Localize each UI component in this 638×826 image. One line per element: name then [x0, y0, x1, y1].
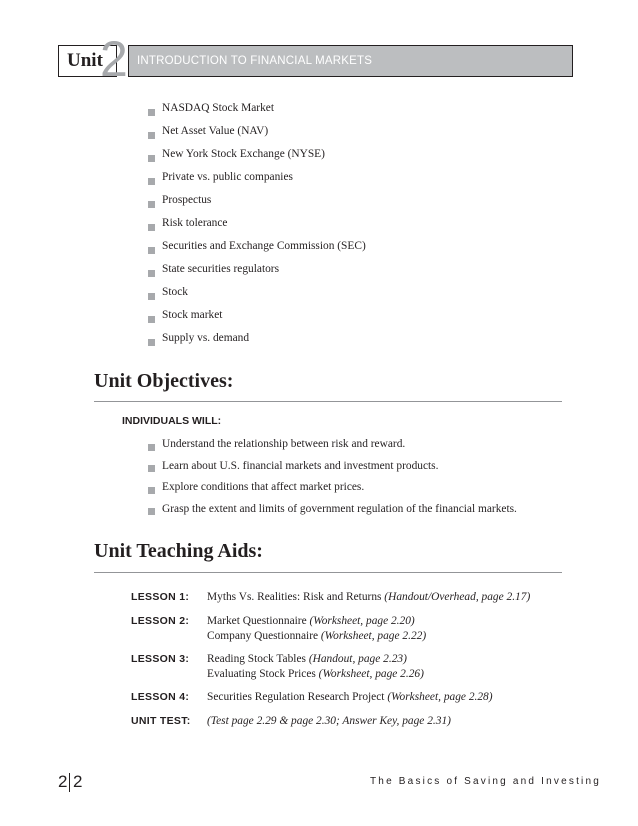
- lesson-materials: [207, 652, 424, 682]
- objectives-list: [148, 436, 517, 522]
- material-title: Market Questionnaire: [207, 615, 310, 627]
- lesson-material-line: [207, 652, 424, 667]
- vocabulary-item-text: New York Stock Exchange (NYSE): [162, 148, 325, 160]
- vocabulary-item-text: Securities and Exchange Commission (SEC): [162, 240, 366, 252]
- individuals-will-label: INDIVIDUALS WILL:: [122, 415, 222, 427]
- lesson-materials: [207, 590, 530, 605]
- vocabulary-item: [148, 146, 366, 169]
- vocabulary-item-text: Stock market: [162, 309, 223, 321]
- objective-item: [148, 458, 517, 480]
- square-bullet-icon: [148, 465, 155, 472]
- objective-item-text: Learn about U.S. financial markets and investment products.: [162, 459, 439, 472]
- vocabulary-item: [148, 192, 366, 215]
- vocabulary-item-text: Prospectus: [162, 194, 212, 206]
- lesson-label: LESSON 1:: [131, 591, 190, 603]
- vocabulary-item-text: Supply vs. demand: [162, 332, 250, 344]
- material-reference: (Test page 2.29 & page 2.30; Answer Key, page 2.31): [207, 715, 451, 727]
- material-reference: (Worksheet, page 2.22): [320, 630, 427, 642]
- material-reference: (Worksheet, page 2.26): [318, 668, 424, 680]
- vocabulary-item-text: Risk tolerance: [162, 217, 228, 229]
- vocabulary-item-text: Stock: [162, 286, 188, 298]
- material-title: Myths Vs. Realities: Risk and Returns: [207, 591, 385, 603]
- square-bullet-icon: [148, 201, 155, 208]
- objective-item-text: Explore conditions that affect market prices.: [162, 481, 365, 493]
- lesson-label: LESSON 2:: [131, 615, 190, 627]
- vocabulary-item: [148, 238, 366, 261]
- unit-number: 2: [100, 31, 128, 87]
- square-bullet-icon: [148, 293, 155, 300]
- lesson-material-line: [207, 629, 426, 644]
- square-bullet-icon: [148, 109, 155, 116]
- lesson-material-line: [207, 614, 426, 629]
- vocabulary-list: [148, 100, 366, 353]
- vocabulary-item-text: Net Asset Value (NAV): [162, 125, 269, 137]
- square-bullet-icon: [148, 155, 155, 162]
- unit-title: INTRODUCTION TO FINANCIAL MARKETS: [137, 55, 373, 67]
- vocabulary-item: [148, 330, 366, 353]
- vocabulary-item-text: State securities regulators: [162, 263, 280, 275]
- page-number-left: 2: [58, 772, 68, 791]
- material-reference: (Handout/Overhead, page 2.17): [384, 591, 531, 603]
- vocabulary-item-text: NASDAQ Stock Market: [162, 102, 274, 114]
- lesson-material-line: [207, 714, 451, 729]
- square-bullet-icon: [148, 316, 155, 323]
- unit-title-bar: [128, 45, 573, 77]
- square-bullet-icon: [148, 487, 155, 494]
- square-bullet-icon: [148, 132, 155, 139]
- vocabulary-item-text: Private vs. public companies: [162, 171, 293, 183]
- vocabulary-item: [148, 100, 366, 123]
- objective-item-text: Understand the relationship between risk and reward.: [162, 438, 406, 450]
- lesson-material-line: [207, 590, 530, 605]
- vocabulary-item: [148, 123, 366, 146]
- vocabulary-item: [148, 215, 366, 238]
- book-title: The Basics of Saving and Investing: [370, 776, 602, 787]
- material-reference: (Worksheet, page 2.20): [309, 615, 415, 627]
- square-bullet-icon: [148, 270, 155, 277]
- objective-item: [148, 479, 517, 501]
- vocabulary-item: [148, 169, 366, 192]
- vocabulary-item: [148, 261, 366, 284]
- lesson-material-line: [207, 667, 424, 682]
- square-bullet-icon: [148, 178, 155, 185]
- objectives-heading: Unit Objectives:: [94, 370, 234, 392]
- square-bullet-icon: [148, 508, 155, 515]
- material-title: Company Questionnaire: [207, 630, 321, 642]
- square-bullet-icon: [148, 224, 155, 231]
- teaching-aids-divider: [94, 572, 562, 573]
- material-reference: (Handout, page 2.23): [308, 653, 407, 665]
- unit-word: Unit: [67, 50, 103, 71]
- objectives-divider: [94, 401, 562, 402]
- lesson-label: LESSON 4:: [131, 691, 190, 703]
- lesson-materials: [207, 714, 451, 729]
- lesson-material-line: [207, 690, 493, 705]
- teaching-aids-heading: Unit Teaching Aids:: [94, 540, 263, 562]
- vocabulary-item: [148, 284, 366, 307]
- lesson-label: UNIT TEST:: [131, 715, 191, 727]
- vocabulary-item: [148, 307, 366, 330]
- objective-item: [148, 501, 517, 523]
- square-bullet-icon: [148, 444, 155, 451]
- lesson-materials: [207, 614, 426, 644]
- square-bullet-icon: [148, 247, 155, 254]
- material-title: Securities Regulation Research Project: [207, 691, 388, 703]
- page-number-separator: [69, 773, 70, 792]
- lesson-materials: [207, 690, 493, 705]
- objective-item: [148, 436, 517, 458]
- square-bullet-icon: [148, 339, 155, 346]
- material-title: Reading Stock Tables: [207, 653, 309, 665]
- objective-item-text: Grasp the extent and limits of government regulation of the financial markets.: [162, 502, 517, 515]
- material-title: Evaluating Stock Prices: [207, 668, 319, 680]
- page-number-right: 2: [73, 772, 83, 791]
- lesson-label: LESSON 3:: [131, 653, 190, 665]
- material-reference: (Worksheet, page 2.28): [387, 691, 493, 703]
